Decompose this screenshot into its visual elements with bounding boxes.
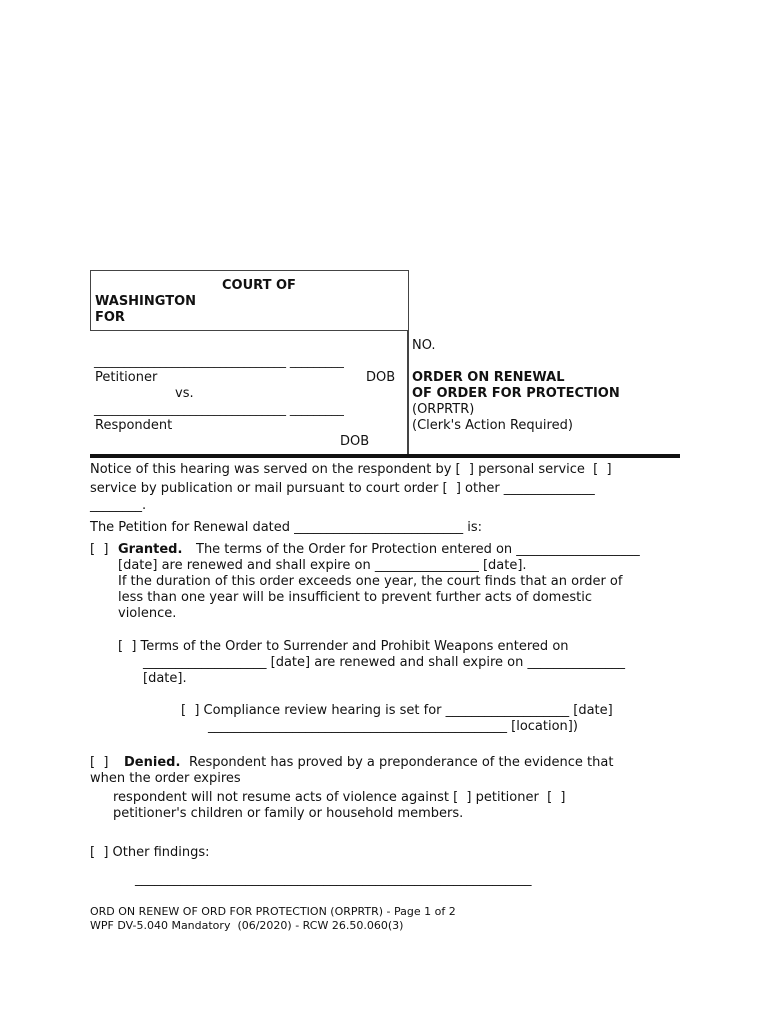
denied-checkbox[interactable]: [ ] bbox=[90, 755, 109, 770]
respondent-blank: ________________________________ _________ bbox=[94, 402, 344, 416]
granted-text-3: If the duration of this order exceeds one year, the court finds that an order of bbox=[118, 574, 623, 589]
compliance-line-1: [ ] Compliance review hearing is set for ___________________ [date] bbox=[181, 703, 613, 718]
granted-text-4: less than one year will be insufficient to prevent further acts of domestic bbox=[118, 590, 592, 605]
compliance-line-2: ______________________________________________ [location]) bbox=[208, 719, 578, 734]
weapons-line-2: ___________________ [date] are renewed and shall expire on _______________ bbox=[143, 655, 625, 670]
respondent-label: Respondent bbox=[95, 418, 173, 433]
weapons-line-3: [date]. bbox=[143, 671, 187, 686]
court-of: COURT OF bbox=[222, 278, 296, 293]
granted-text-2: [date] are renewed and shall expire on ________________ [date]. bbox=[118, 558, 527, 573]
denied-text-3: respondent will not resume acts of violence against [ ] petitioner [ ] bbox=[113, 790, 566, 805]
order-title-line2: OF ORDER FOR PROTECTION bbox=[412, 386, 620, 401]
case-number-label: NO. bbox=[412, 338, 436, 353]
other-findings: [ ] Other findings: bbox=[90, 845, 210, 860]
notice-line-2: service by publication or mail pursuant to court order [ ] other ______________ bbox=[90, 481, 595, 496]
clerk-action: (Clerk's Action Required) bbox=[412, 418, 573, 433]
court-for: FOR bbox=[95, 310, 125, 325]
other-findings-line: _____________________________________________________________ bbox=[135, 872, 532, 887]
granted-text-1: The terms of the Order for Protection entered on ___________________ bbox=[196, 542, 640, 557]
granted-text-5: violence. bbox=[118, 606, 177, 621]
denied-text-1: Respondent has proved by a preponderance of the evidence that bbox=[189, 755, 614, 770]
denied-text-4: petitioner's children or family or household members. bbox=[113, 806, 464, 821]
order-code: (ORPRTR) bbox=[412, 402, 475, 417]
petition-renewal-line: The Petition for Renewal dated __________________________ is: bbox=[90, 520, 483, 535]
petitioner-blank: ________________________________ _________ bbox=[94, 354, 344, 368]
denied-label: Denied. bbox=[124, 755, 181, 770]
caption-vertical-divider bbox=[407, 330, 409, 454]
weapons-line-1: [ ] Terms of the Order to Surrender and Prohibit Weapons entered on bbox=[118, 639, 569, 654]
footer-line-2: WPF DV-5.040 Mandatory (06/2020) - RCW 26.50.060(3) bbox=[90, 919, 404, 932]
court-washington: WASHINGTON bbox=[95, 294, 197, 309]
petitioner-dob: DOB bbox=[366, 370, 396, 385]
notice-line-3: ________. bbox=[90, 498, 147, 513]
notice-line-1: Notice of this hearing was served on the respondent by [ ] personal service [ ] bbox=[90, 462, 612, 477]
respondent-dob: DOB bbox=[340, 434, 370, 449]
petitioner-label: Petitioner bbox=[95, 370, 158, 385]
granted-label: Granted. bbox=[118, 542, 183, 557]
caption-bottom-rule bbox=[90, 454, 680, 458]
order-title-line1: ORDER ON RENEWAL bbox=[412, 370, 565, 385]
vs-label: vs. bbox=[175, 386, 194, 401]
footer-line-1: ORD ON RENEW OF ORD FOR PROTECTION (ORPRTR) - Page 1 of 2 bbox=[90, 905, 456, 918]
granted-checkbox[interactable]: [ ] bbox=[90, 542, 109, 557]
denied-text-2: when the order expires bbox=[90, 771, 241, 786]
